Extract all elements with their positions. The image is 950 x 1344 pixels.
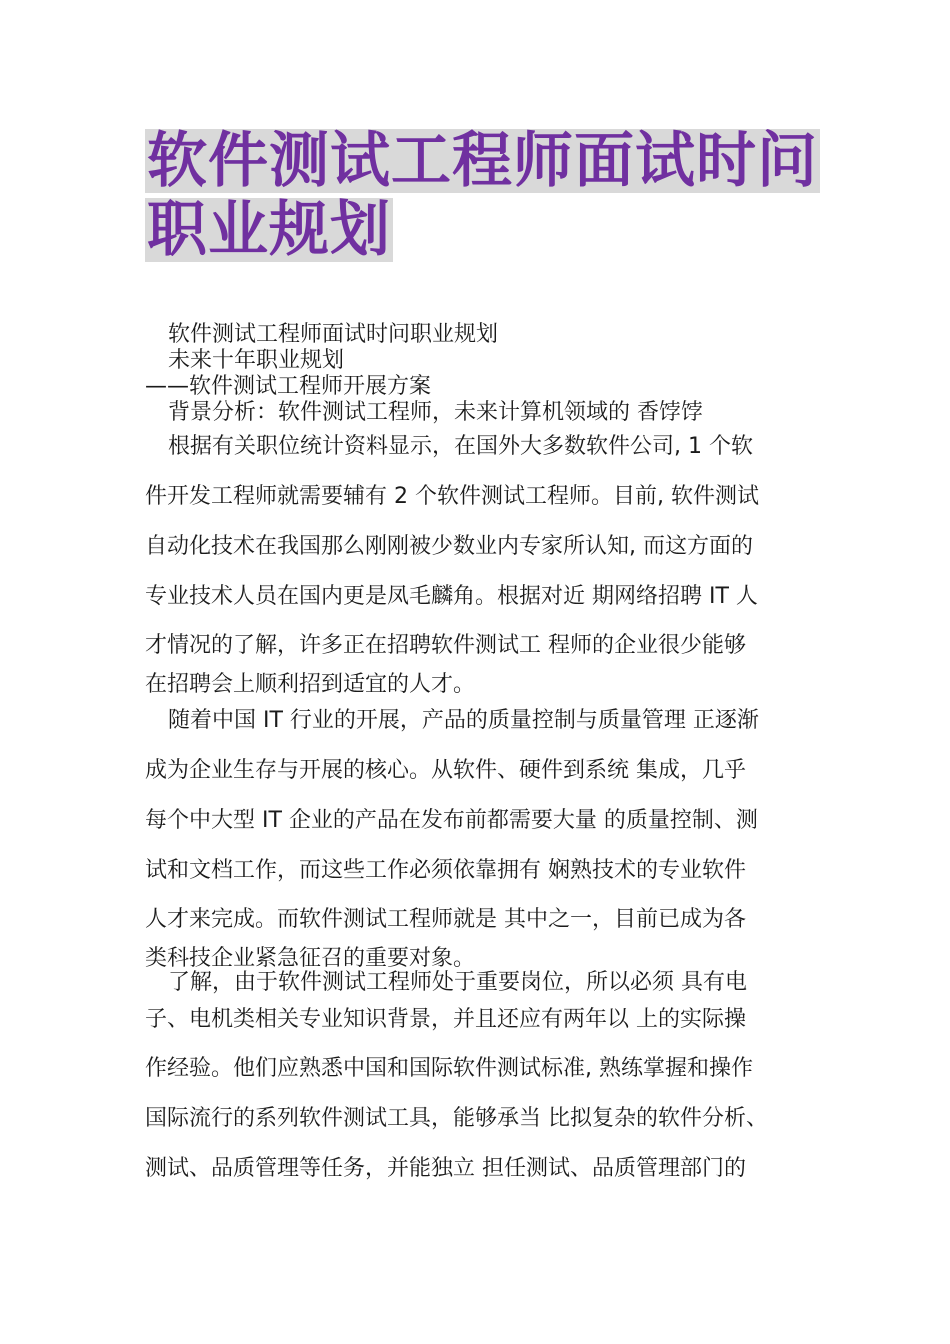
- plan-title: 未来十年职业规划: [168, 348, 345, 373]
- document-title-line-2: 职业规划: [147, 195, 391, 265]
- paragraph-line: 件开发工程师就需要辅有 2 个软件测试工程师。目前, 软件测试: [145, 484, 759, 509]
- paragraph-line: 作经验。他们应熟悉中国和国际软件测试标准, 熟练掌握和操作: [145, 1056, 753, 1081]
- paragraph-line: 自动化技术在我国那么刚刚被少数业内专家所认知, 而这方面的: [145, 534, 753, 559]
- paragraph-line: 类科技企业紧急征召的重要对象。: [145, 946, 476, 971]
- paragraph-line: 随着中国 IT 行业的开展，产品的质量控制与质量管理 正逐渐: [168, 708, 759, 733]
- paragraph-line: 测试、品质管理等任务，并能独立 担任测试、品质管理部门的: [145, 1156, 746, 1181]
- paragraph-line: 了解，由于软件测试工程师处于重要岗位，所以必须 具有电: [168, 970, 747, 995]
- paragraph-line: 在招聘会上顺利招到适宜的人才。: [145, 672, 476, 697]
- plan-subtitle: ——软件测试工程师开展方案: [145, 374, 432, 399]
- paragraph-line: 人才来完成。而软件测试工程师就是 其中之一，目前已成为各: [145, 907, 746, 932]
- paragraph-line: 国际流行的系列软件测试工具，能够承当 比拟复杂的软件分析、: [145, 1106, 768, 1131]
- background-analysis: 背景分析：软件测试工程师，未来计算机领域的 香饽饽: [168, 400, 703, 425]
- paragraph-line: 试和文档工作，而这些工作必须依靠拥有 娴熟技术的专业软件: [145, 858, 746, 883]
- paragraph-line: 专业技术人员在国内更是凤毛麟角。根据对近 期网络招聘 IT 人: [145, 584, 758, 609]
- document-title-line-1: 软件测试工程师面试时问: [147, 126, 818, 196]
- paragraph-line: 每个中大型 IT 企业的产品在发布前都需要大量 的质量控制、测: [145, 808, 758, 833]
- paragraph-line: 子、电机类相关专业知识背景，并且还应有两年以 上的实际操: [145, 1007, 746, 1032]
- paragraph-line: 根据有关职位统计资料显示，在国外大多数软件公司, 1 个软: [168, 434, 753, 459]
- paragraph-line: 成为企业生存与开展的核心。从软件、硬件到系统 集成，几乎: [145, 758, 746, 783]
- paragraph-line: 才情况的了解，许多正在招聘软件测试工 程师的企业很少能够: [145, 633, 746, 658]
- subtitle: 软件测试工程师面试时问职业规划: [168, 322, 499, 347]
